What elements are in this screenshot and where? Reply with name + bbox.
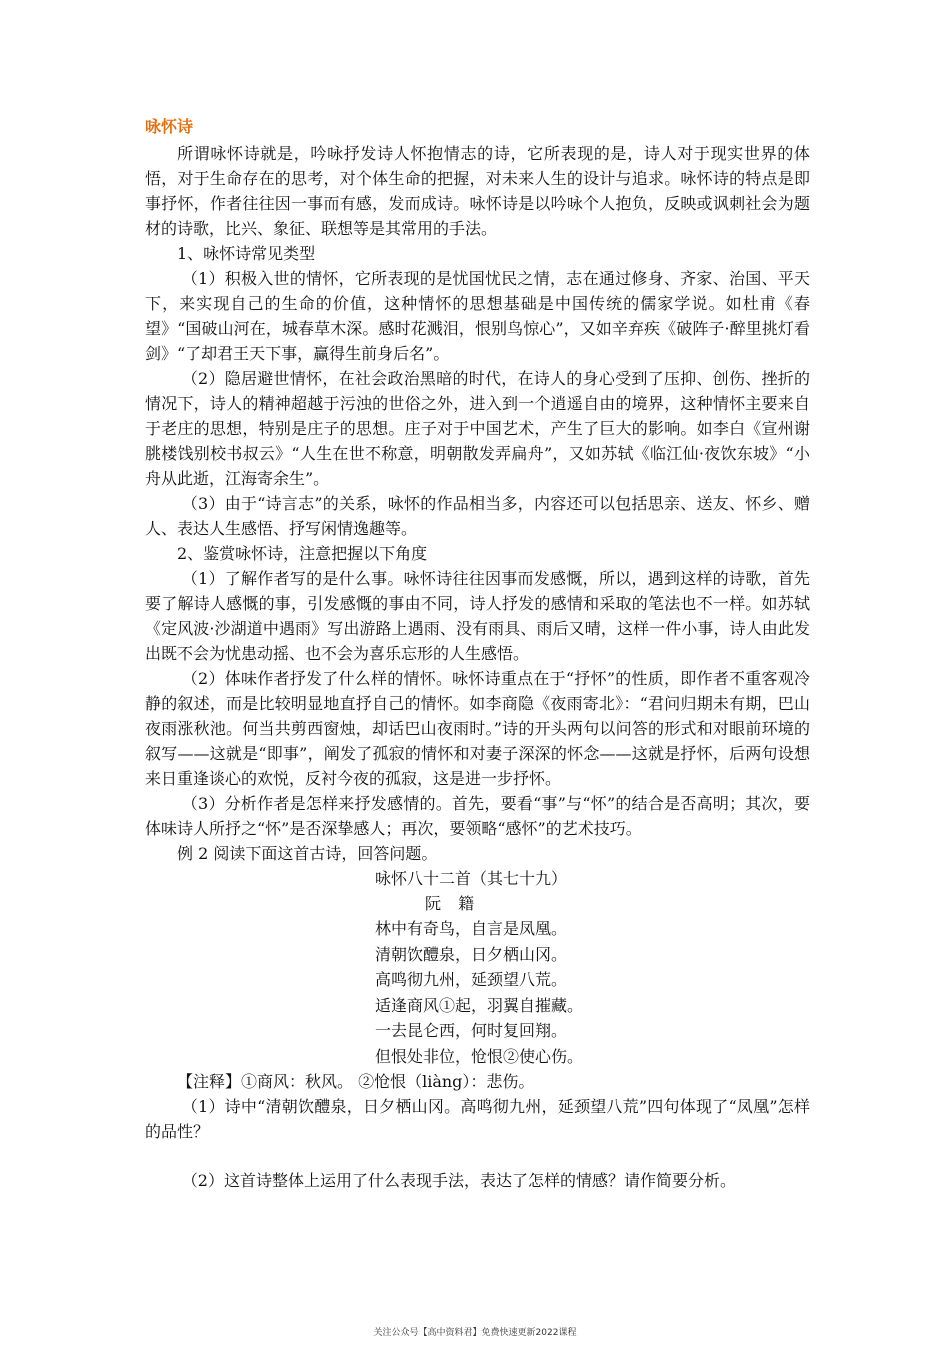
answer-space [145,1144,810,1168]
page-footer: 关注公众号【高中资料君】免费快速更新2022课程 [373,1328,577,1338]
angle-paragraph: （3）分析作者是怎样来抒发感情的。首先，要看“事”与“怀”的结合是否高明；其次，要体味诗人所抒之“怀”是否深挚感人；再次，要领略“感怀”的艺术技巧。 [145,794,810,838]
document-title: 咏怀诗 [145,117,194,136]
type-paragraph: （2）隐居避世情怀，在社会政治黑暗的时代，在诗人的身心受到了压抑、创伤、挫折的情况下，诗人的精神超越于污浊的世俗之外，进入到一个逍遥自由的境界，这种情怀主要来自于老庄的思想，特别是庄子的思想。庄子对于中国艺术，产生了巨大的影响。如李白《宣州谢朓楼饯别校书叔云》“人生在世不称意，明朝散发弄扁舟”，又如苏轼《临江仙·夜饮东坡》“小舟从此逝，江海寄余生”。 [145,369,810,488]
type-paragraph: （1）积极入世的情怀，它所表现的是忧国忧民之情，志在通过修身、齐家、治国、平天下，来实现自己的生命的价值，这种情怀的思想基础是中国传统的儒家学说。如杜甫《春望》“国破山河在，城春草木深。感时花溅泪，恨别鸟惊心”，又如辛弃疾《破阵子·醉里挑灯看剑》“了却君王天下事，赢得生前身后名”。 [145,269,810,363]
angle-paragraph: （1）了解作者写的是什么事。咏怀诗往往因事而发感慨，所以，遇到这样的诗歌，首先要了解诗人感慨的事，引发感慨的事由不同，诗人抒发的感情和采取的笔法也不一样。如苏轼《定风波·沙湖道中遇雨》写出游路上遇雨、没有雨具、雨后又晴，这样一件小事，诗人由此发出既不会为忧患动摇、也不会为喜乐忘形的人生感悟。 [145,569,810,663]
poem-line: 林中有奇鸟，自言是凤凰。 [375,919,568,938]
section-heading-angles: 2、鉴赏咏怀诗，注意把握以下角度 [177,544,428,563]
poem-notes: 【注释】①商风：秋风。 ②怆恨（liàng）：悲伤。 [177,1072,535,1091]
poem-author: 阮 籍 [425,894,481,913]
angle-paragraph: （2）体味作者抒发了什么样的情怀。咏怀诗重点在于“抒怀”的性质，即作者不重客观冷静的叙述，而是比较明显地直抒自己的情怀。如李商隐《夜雨寄北》：“君问归期未有期，巴山夜雨涨秋池。何当共剪西窗烛，却话巴山夜雨时。”诗的开头两句以问答的形式和对眼前环境的叙写——这就是“即事”，阐发了孤寂的情怀和对妻子深深的怀念——这就是抒怀，后两句设想来日重逢谈心的欢悦，反衬今夜的孤寂，这是进一步抒怀。 [145,669,810,788]
example-intro: 例 2 阅读下面这首古诗，回答问题。 [177,844,438,863]
question-paragraph: （2）这首诗整体上运用了什么表现手法，表达了怎样的情感？请作简要分析。 [181,1171,736,1190]
poem [145,866,810,1069]
poem-line: 适逢商风①起，羽翼自摧藏。 [375,995,584,1015]
poem-line: 一去昆仑西，何时复回翔。 [375,1021,568,1040]
document-body [145,115,810,1193]
poem-line: 清朝饮醴泉，日夕栖山冈。 [375,944,568,964]
intro-paragraph: 所谓咏怀诗就是，吟咏抒发诗人怀抱情志的诗，它所表现的是，诗人对于现实世界的体悟，对于生命存在的思考，对个体生命的把握，对未来人生的设计与追求。咏怀诗的特点是即事抒怀，作者往往因一事而有感，发而成诗。咏怀诗是以吟咏个人抱负，反映或讽刺社会为题材的诗歌，比兴、象征、联想等是其常用的手法。 [145,144,810,238]
question-paragraph: （1）诗中“清朝饮醴泉，日夕栖山冈。高鸣彻九州，延颈望八荒”四句体现了“凤凰”怎样的品性？ [145,1097,810,1141]
poem-line: 但恨处非位，怆恨②使心伤。 [375,1046,584,1066]
poem-line: 高鸣彻九州，延颈望八荒。 [375,970,568,989]
poem-title: 咏怀八十二首（其七十九） [375,869,568,888]
type-paragraph: （3）由于“诗言志”的关系，咏怀的作品相当多，内容还可以包括思亲、送友、怀乡、赠人、表达人生感悟、抒写闲情逸趣等。 [145,494,810,538]
section-heading-types: 1、咏怀诗常见类型 [177,244,316,263]
